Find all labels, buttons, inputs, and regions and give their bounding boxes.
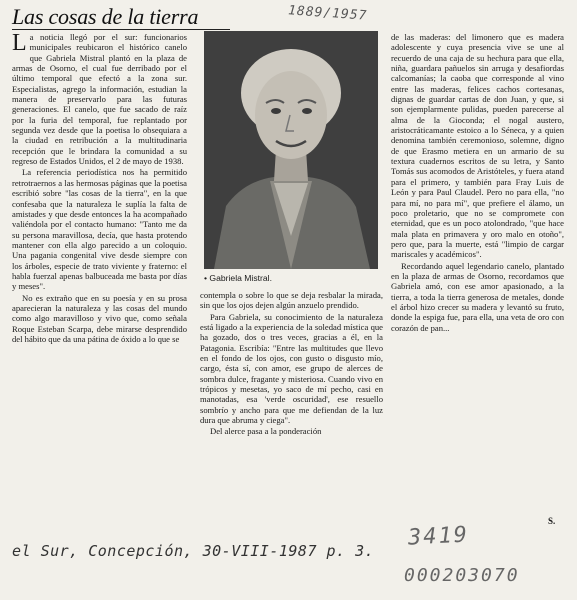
paragraph: Del alerce pasa a la ponderación xyxy=(210,426,322,437)
paragraph: contempla o sobre lo que se deja resbalar la mirada, sin que los ojos dejen algún anzuelo prendido. xyxy=(200,290,383,311)
portrait-photo xyxy=(204,31,378,269)
title-underline xyxy=(12,29,230,30)
portrait-illustration xyxy=(204,31,378,269)
paragraph: No es extraño que en su poesía y en su prosa aparecieran la naturaleza y las cosas del mundo como algo maravilloso y vivo que, como señala Roque Esteban Scarpa, debe mirarse desprendido del hábito que da una pátina de óxido a lo que se xyxy=(12,292,187,344)
paragraph: Recordando aquel legendario canelo, plantado en la plaza de armas de Osorno, recordamos que Gabriela amó, con ese amor apasionado, a la tierra, a toda la tierra generosa de metales, donde el árbol hizo crecer su madera y levantó su fruto, donde la espiga fue, para ella, una veta de oro con corazón de pan... xyxy=(391,260,564,333)
paragraph-text: a noticia llegó por el sur: funcionarios municipales reubicaron el histórico canelo que Gabriela Mistral plantó en la plaza de armas de Osorno, el cual fue derribado por el último temporal que efectó a la zona sur. Especialistas, agrego la información, estudian la manera de preservarlo para las futuras generaciones. El canelo, que fue sacado de raíz por la furia del temporal, fue replantado por segunda vez desde que la poetisa lo obsequiara a la ciudad en retribución a la multitudinaria recepción que le brindara la comunidad a su regreso de Estados Unidos, el 2 de mayo de 1938. xyxy=(12,32,187,167)
drop-cap: L xyxy=(12,30,27,56)
article-column-3 xyxy=(391,32,564,333)
article-column-2 xyxy=(200,290,383,437)
paragraph xyxy=(12,32,187,166)
paragraph: Para Gabriela, su conocimiento de la naturaleza está ligado a la experiencia de la soledad mística que ha gozado, dos o tres veces, gracias a él, en la Patagonia. Escribía: "Entre las multitudes que llevo en el fondo de los ojos, con gusto o disgusto mío, cargo, ésta sí, con amor, ese grupo de alerces de sombra dulce, fragante y misteriosa. Cuando vivo en trópicos y mesetas, yo saco de mí pecho, casi en manotadas, esa 'verde oscuridad', ese resuello sombrío y ancho para que me defiendan de la luz dura que abruma y ciega". xyxy=(200,311,383,426)
handwritten-source: el Sur, Concepción, 30-VIII-1987 p. 3. xyxy=(12,542,375,560)
article-column-1 xyxy=(12,32,187,344)
article-title: Las cosas de la tierra xyxy=(12,4,199,29)
handwritten-number: 3419 xyxy=(407,522,470,551)
photo-caption: • Gabriela Mistral. xyxy=(204,273,272,283)
handwritten-code: 000203070 xyxy=(404,565,520,586)
author-signature: S. xyxy=(548,516,556,526)
paragraph: La referencia periodística nos ha permitido retrotraernos a las hermosas páginas que la poetisa escribió sobre "las cosas de la tierra", en la que confesaba que la naturaleza le suplía la falta de amistades y que desde entonces la ha acompañado valiéndola por el contacto humano: "Tanto me da su persona maravillosa, decía, que hasta protendo mantener con ella algo parecido a un coloquio. Una pagania congenital vive desde siempre con los árboles, especie de trato viviente y fraterno: el habla fuerzal apenas balbuceada me basta por días y meses". xyxy=(12,167,187,292)
handwritten-dates: 1889/1957 xyxy=(287,3,368,24)
paragraph: de las maderas: del limonero que es madera adolescente y cuya presencia vive se une al recuerdo de una caja de su hechura para que ella, niña, guardara pañuelos sin arruga y desafiordas calcomanías; la caoba que corresponde al vino entre las maderas, felices cachos cortesanas, dignas de guardar cartas de don Juan, y que, si son ejemplarmente pulidas, pueden parecerse al alma de la Gioconda; el nogal austero, aristocráticamante estoico a lo Séneca, y a quien denomina también ceremonioso, solemne, digno de que Erasmo metiera en un armario de su textura cuadernos escritos de su letra, y Santo Tomás sus acomodos de Aristóteles, y fuera atand para el primero, y también para Fray Luis de León y para Paul Claudel. Pero no para ella, "no para mí, no para mí", que prefiere el álamo, un poco proletario, que no se compromete con eternidad, que es un poco atolondrado, "que hace mala plata en primavera y oro malo en otoño", pero que, para la muerte, está "limpio de cargar mariscales y académicos". xyxy=(391,32,564,260)
